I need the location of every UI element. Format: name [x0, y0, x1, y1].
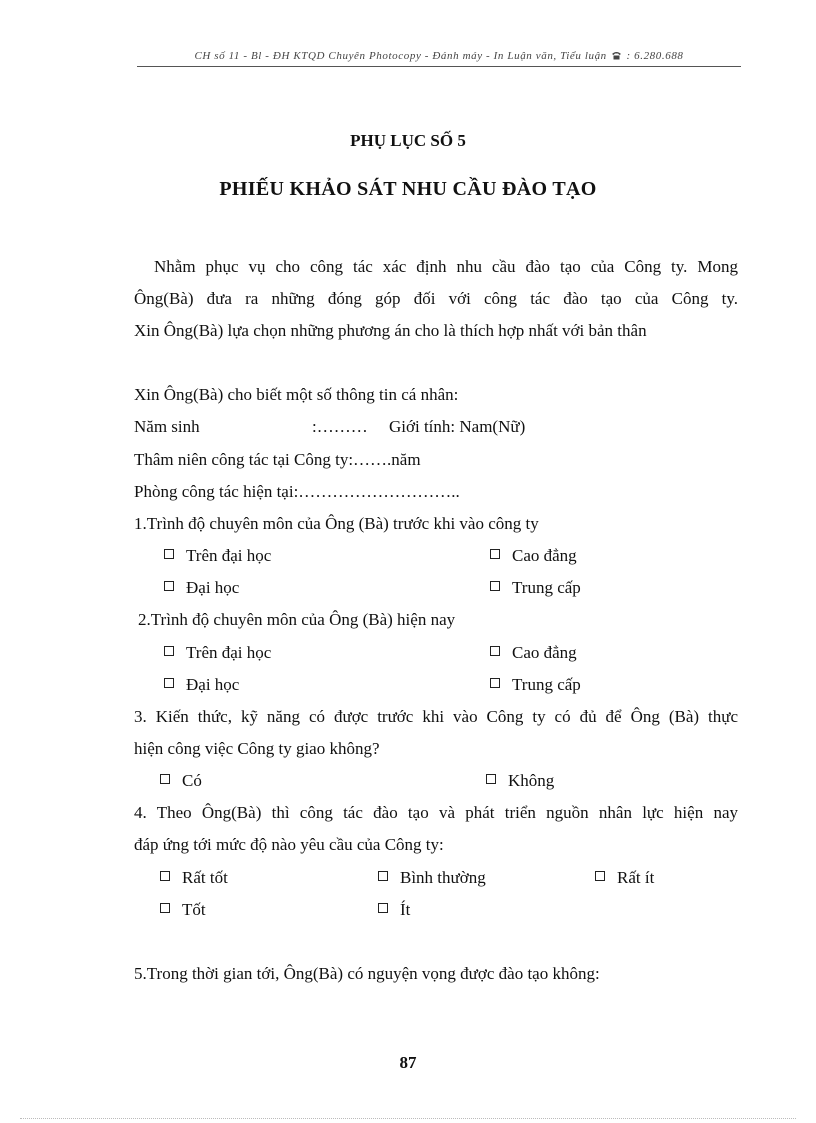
q2-option-postgraduate[interactable]: Trên đại học — [164, 643, 271, 663]
birth-year-label: Năm sinh — [134, 417, 200, 436]
checkbox-icon[interactable] — [164, 581, 174, 591]
checkbox-icon[interactable] — [378, 871, 388, 881]
q1-option-postgraduate[interactable]: Trên đại học — [164, 546, 271, 566]
checkbox-icon[interactable] — [486, 774, 496, 784]
appendix-label: PHỤ LỤC SỐ 5 — [350, 131, 466, 150]
q2-option-intermediate[interactable]: Trung cấp — [490, 675, 581, 695]
birth-year-field[interactable]: :……… — [312, 417, 368, 436]
intro-line-3: Xin Ông(Bà) lựa chọn những phương án cho là thích hợp nhất với bản thân — [134, 321, 647, 340]
question-5: 5.Trong thời gian tới, Ông(Bà) có nguyện vọng được đào tạo không: — [134, 964, 600, 983]
question-3-line-1: 3. Kiến thức, kỹ năng có được trước khi vào Công ty có đủ để Ông (Bà) thực — [134, 707, 738, 726]
telephone-icon — [611, 51, 622, 60]
checkbox-icon[interactable] — [160, 871, 170, 881]
page-bottom-divider — [20, 1118, 796, 1119]
page-title: PHIẾU KHẢO SÁT NHU CẦU ĐÀO TẠO — [219, 178, 597, 200]
q1-option-college[interactable]: Cao đẳng — [490, 546, 577, 566]
page-header — [137, 50, 741, 62]
checkbox-icon[interactable] — [490, 549, 500, 559]
checkbox-icon[interactable] — [160, 774, 170, 784]
checkbox-icon[interactable] — [160, 903, 170, 913]
department-field[interactable]: Phòng công tác hiện tại:……………………….. — [134, 482, 460, 501]
intro-line-1: Nhằm phục vụ cho công tác xác định nhu cầu đào tạo của Công ty. Mong — [154, 257, 738, 276]
header-phone: : 6.280.688 — [626, 50, 684, 62]
personal-info-heading: Xin Ông(Bà) cho biết một số thông tin cá nhân: — [134, 385, 459, 404]
q3-option-yes[interactable]: Có — [160, 771, 202, 791]
page-number: 87 — [399, 1053, 417, 1072]
header-divider — [137, 66, 741, 67]
checkbox-icon[interactable] — [490, 678, 500, 688]
question-4-line-1: 4. Theo Ông(Bà) thì công tác đào tạo và phát triển nguồn nhân lực hiện nay — [134, 803, 738, 822]
question-4-line-2: đáp ứng tới mức độ nào yêu cầu của Công ty: — [134, 835, 444, 854]
intro-line-2: Ông(Bà) đưa ra những đóng góp đối với công tác đào tạo của Công ty. — [134, 289, 738, 308]
q3-option-no[interactable]: Không — [486, 771, 554, 791]
q1-option-intermediate[interactable]: Trung cấp — [490, 578, 581, 598]
q1-option-university[interactable]: Đại học — [164, 578, 239, 598]
q2-option-college[interactable]: Cao đẳng — [490, 643, 577, 663]
checkbox-icon[interactable] — [164, 549, 174, 559]
checkbox-icon[interactable] — [164, 678, 174, 688]
checkbox-icon[interactable] — [595, 871, 605, 881]
question-2: 2.Trình độ chuyên môn của Ông (Bà) hiện nay — [138, 610, 456, 629]
q2-option-university[interactable]: Đại học — [164, 675, 239, 695]
question-3-line-2: hiện công việc Công ty giao không? — [134, 739, 380, 758]
q4-option-very-little[interactable]: Rất ít — [595, 868, 654, 888]
header-text: CH số 11 - Bl - ĐH KTQD Chuyên Photocopy - Đánh máy - In Luận văn, Tiểu luận — [194, 50, 607, 62]
checkbox-icon[interactable] — [490, 646, 500, 656]
q4-option-very-good[interactable]: Rất tốt — [160, 868, 228, 888]
q4-option-normal[interactable]: Bình thường — [378, 868, 486, 888]
q4-option-good[interactable]: Tốt — [160, 900, 206, 920]
q4-option-little[interactable]: Ít — [378, 900, 410, 920]
checkbox-icon[interactable] — [490, 581, 500, 591]
question-1: 1.Trình độ chuyên môn của Ông (Bà) trước khi vào công ty — [134, 514, 539, 533]
gender-field[interactable]: Giới tính: Nam(Nữ) — [389, 417, 526, 436]
seniority-field[interactable]: Thâm niên công tác tại Công ty:…….năm — [134, 450, 421, 469]
checkbox-icon[interactable] — [164, 646, 174, 656]
checkbox-icon[interactable] — [378, 903, 388, 913]
